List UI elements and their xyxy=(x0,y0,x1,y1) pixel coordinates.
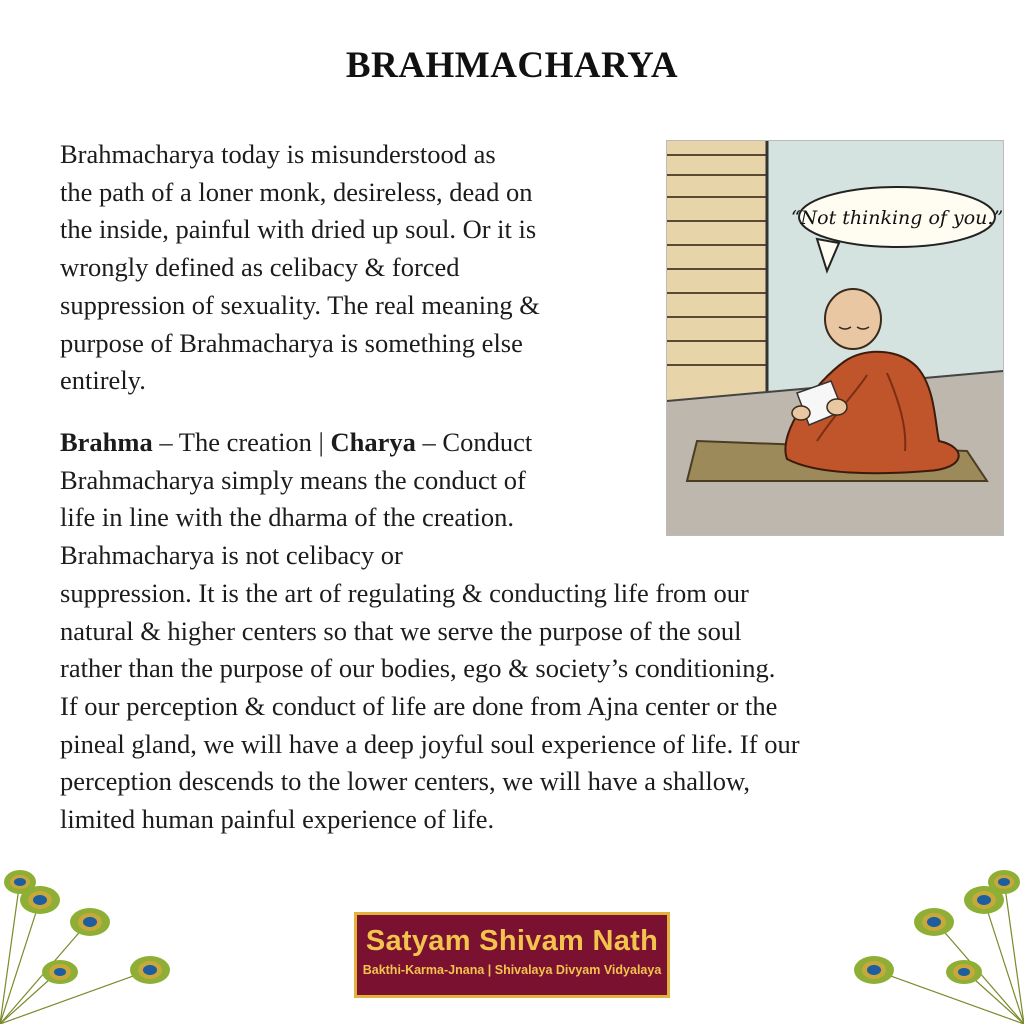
term-brahma: Brahma xyxy=(60,427,153,457)
brand-logo xyxy=(354,912,670,998)
text-line: Brahmacharya simply means the conduct of xyxy=(60,464,526,495)
text-line: limited human painful experience of life. xyxy=(60,804,495,835)
intro-paragraph xyxy=(60,136,540,400)
text-line: Brahmacharya today is misunderstood as xyxy=(60,139,496,169)
text-line: suppression of sexuality. The real meaning & xyxy=(60,289,540,320)
text-line: If our perception & conduct of life are done from Ajna center or the xyxy=(60,690,778,721)
peacock-feather-left-icon xyxy=(0,860,200,1024)
text-line: life in line with the dharma of the creation. xyxy=(60,502,515,533)
text-line: natural & higher centers so that we serve the purpose of the soul xyxy=(60,615,742,646)
speech-bubble-text: “Not thinking of you.” xyxy=(790,207,1003,229)
text-line: the path of a loner monk, desireless, dead on xyxy=(60,176,533,207)
text-line: rather than the purpose of our bodies, ego & society’s conditioning. xyxy=(60,653,776,684)
text-line: perception descends to the lower centers, we will have a shallow, xyxy=(60,766,750,797)
monk-cartoon-drawing xyxy=(667,141,1003,535)
text-line: purpose of Brahmacharya is something else xyxy=(60,327,523,358)
term-charya-meaning: – Conduct xyxy=(415,427,533,457)
text-line: wrongly defined as celibacy & forced xyxy=(60,252,460,283)
brand-tagline: Bakthi-Karma-Jnana | Shivalaya Divyam Vidyalaya xyxy=(362,963,662,977)
brand-name: Satyam Shivam Nath xyxy=(365,925,659,957)
text-line: Brahmacharya is not celibacy or xyxy=(60,540,403,571)
text-line: pineal gland, we will have a deep joyful soul experience of life. If our xyxy=(60,728,800,759)
text-line: the inside, painful with dried up soul. Or it is xyxy=(60,214,537,245)
monk-cartoon xyxy=(666,140,1004,536)
text-line: entirely. xyxy=(60,365,146,396)
term-charya: Charya xyxy=(330,427,416,457)
term-brahma-meaning: – The creation | xyxy=(152,427,331,457)
page-title: BRAHMACHARYA xyxy=(345,45,679,86)
text-line: suppression. It is the art of regulating & conducting life from our xyxy=(60,577,749,608)
peacock-feather-right-icon xyxy=(824,860,1024,1024)
